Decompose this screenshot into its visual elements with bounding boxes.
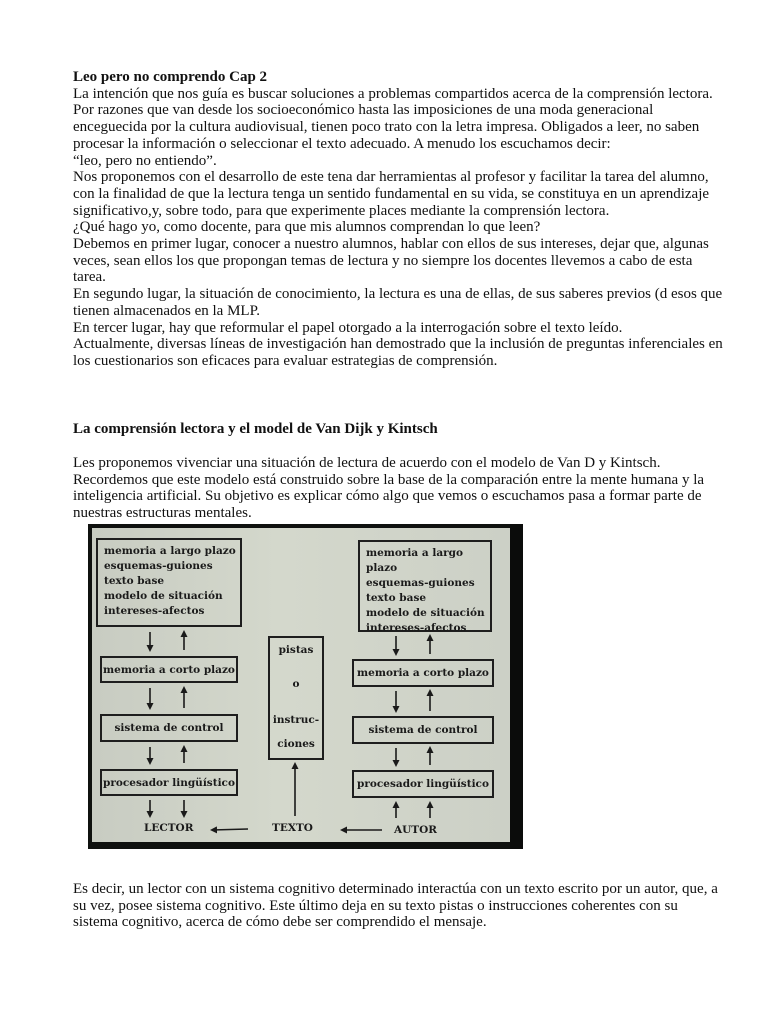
clues-line: o: [292, 678, 300, 690]
photo-edge: [510, 524, 523, 849]
intro-section: [73, 69, 723, 370]
memory-line: modelo de situación: [366, 607, 485, 619]
document-title: Leo pero no comprendo Cap 2: [73, 69, 268, 85]
memory-line: esquemas-guiones: [366, 577, 475, 589]
right-short-term-memory-box: memoria a corto plazo: [352, 659, 494, 687]
right-processor-box: procesador lingüístico: [352, 770, 494, 798]
paragraph: Debemos en primer lugar, conocer a nuestro alumnos, hablar con ellos de sus intereses, dejar que, algunas veces, sean ellos los que propongan temas de lectura y no siempre los docentes llevemos a cabo de esta tarea.: [73, 236, 709, 286]
left-processor-box: procesador lingüístico: [100, 769, 238, 796]
left-short-term-memory-box: memoria a corto plazo: [100, 656, 238, 683]
arrow-left: [212, 829, 248, 830]
memory-line: texto base: [366, 592, 427, 604]
right-control-system-box: sistema de control: [352, 716, 494, 744]
reader-label: LECTOR: [144, 822, 194, 834]
clues-line: ciones: [277, 738, 315, 750]
paragraph: Por razones que van desde los socioeconómico hasta las imposiciones de una moda generacional enceguecida por la cultura audiovisual, tienen poco trato con la letra impresa. Obligados a leer, no saben procesar la información o seleccionar el texto adecuado. A menudo los escuchamos decir:: [73, 102, 700, 152]
left-control-system-box: sistema de control: [100, 714, 238, 742]
text-label: TEXTO: [272, 822, 313, 834]
memory-line: memoria a largo plazo: [104, 545, 236, 557]
memory-line: esquemas-guiones: [104, 560, 213, 572]
paragraph: Nos proponemos con el desarrollo de este tena dar herramientas al profesor y facilitar la tarea del alumno, con la finalidad de que la lectura tenga un sentido fundamental en su vida, se constituya en un aprendizaje significativo,y, sobre todo, para que experimente places mediante la comprensión lectora.: [73, 169, 710, 219]
diagram-arrows: [92, 528, 510, 842]
clues-line: pistas: [278, 644, 314, 656]
paragraph: ¿Qué hago yo, como docente, para que mis alumnos comprendan lo que leen?: [73, 219, 541, 236]
paragraph: “leo, pero no entiendo”.: [73, 152, 217, 169]
memory-line: texto base: [104, 575, 165, 587]
model-intro-paragraph: Les proponemos vivenciar una situación de lectura de acuerdo con el modelo de Van D y Kintsch. Recordemos que este modelo está construido sobre la base de la comparación entre la mente humana y la inteligencia artificial. Su objetivo es explicar cómo algo que vemos o escuchamos pasa a formar parte de nuestras estructuras mentales.: [73, 455, 705, 522]
paragraph: En segundo lugar, la situación de conocimiento, la lectura es una de ellas, de sus saberes previos (d esos que tienen almacenados en la MLP.: [73, 286, 723, 319]
memory-line: modelo de situación: [104, 590, 223, 602]
paragraph: Actualmente, diversas líneas de investigación han demostrado que la inclusión de preguntas inferenciales en los cuestionarios son eficaces para evaluar estrategias de comprensión.: [73, 336, 723, 369]
paragraph: La intención que nos guía es buscar soluciones a problemas compartidos acerca de la comprensión lectora.: [73, 85, 713, 102]
author-label: AUTOR: [394, 824, 437, 836]
memory-line: intereses-afectos: [104, 605, 205, 617]
diagram-photo: [88, 524, 523, 849]
memory-line: memoria a largo plazo: [366, 547, 464, 574]
conclusion-paragraph: Es decir, un lector con un sistema cognitivo determinado interactúa con un texto escrito por un autor, que, a su vez, posee sistema cognitivo. Este último deja en su texto pistas o instrucciones coherentes con su sistema cognitivo, acerca de cómo debe ser comprendido el mensaje.: [73, 881, 718, 931]
paragraph: En tercer lugar, hay que reformular el papel otorgado a la interrogación sobre el texto leído.: [73, 319, 623, 336]
diagram-paper: [92, 528, 510, 842]
section-heading: La comprensión lectora y el model de Van Dijk y Kintsch: [73, 421, 438, 437]
memory-line: intereses-afectos: [366, 622, 467, 634]
clues-line: instruc-: [272, 714, 320, 726]
